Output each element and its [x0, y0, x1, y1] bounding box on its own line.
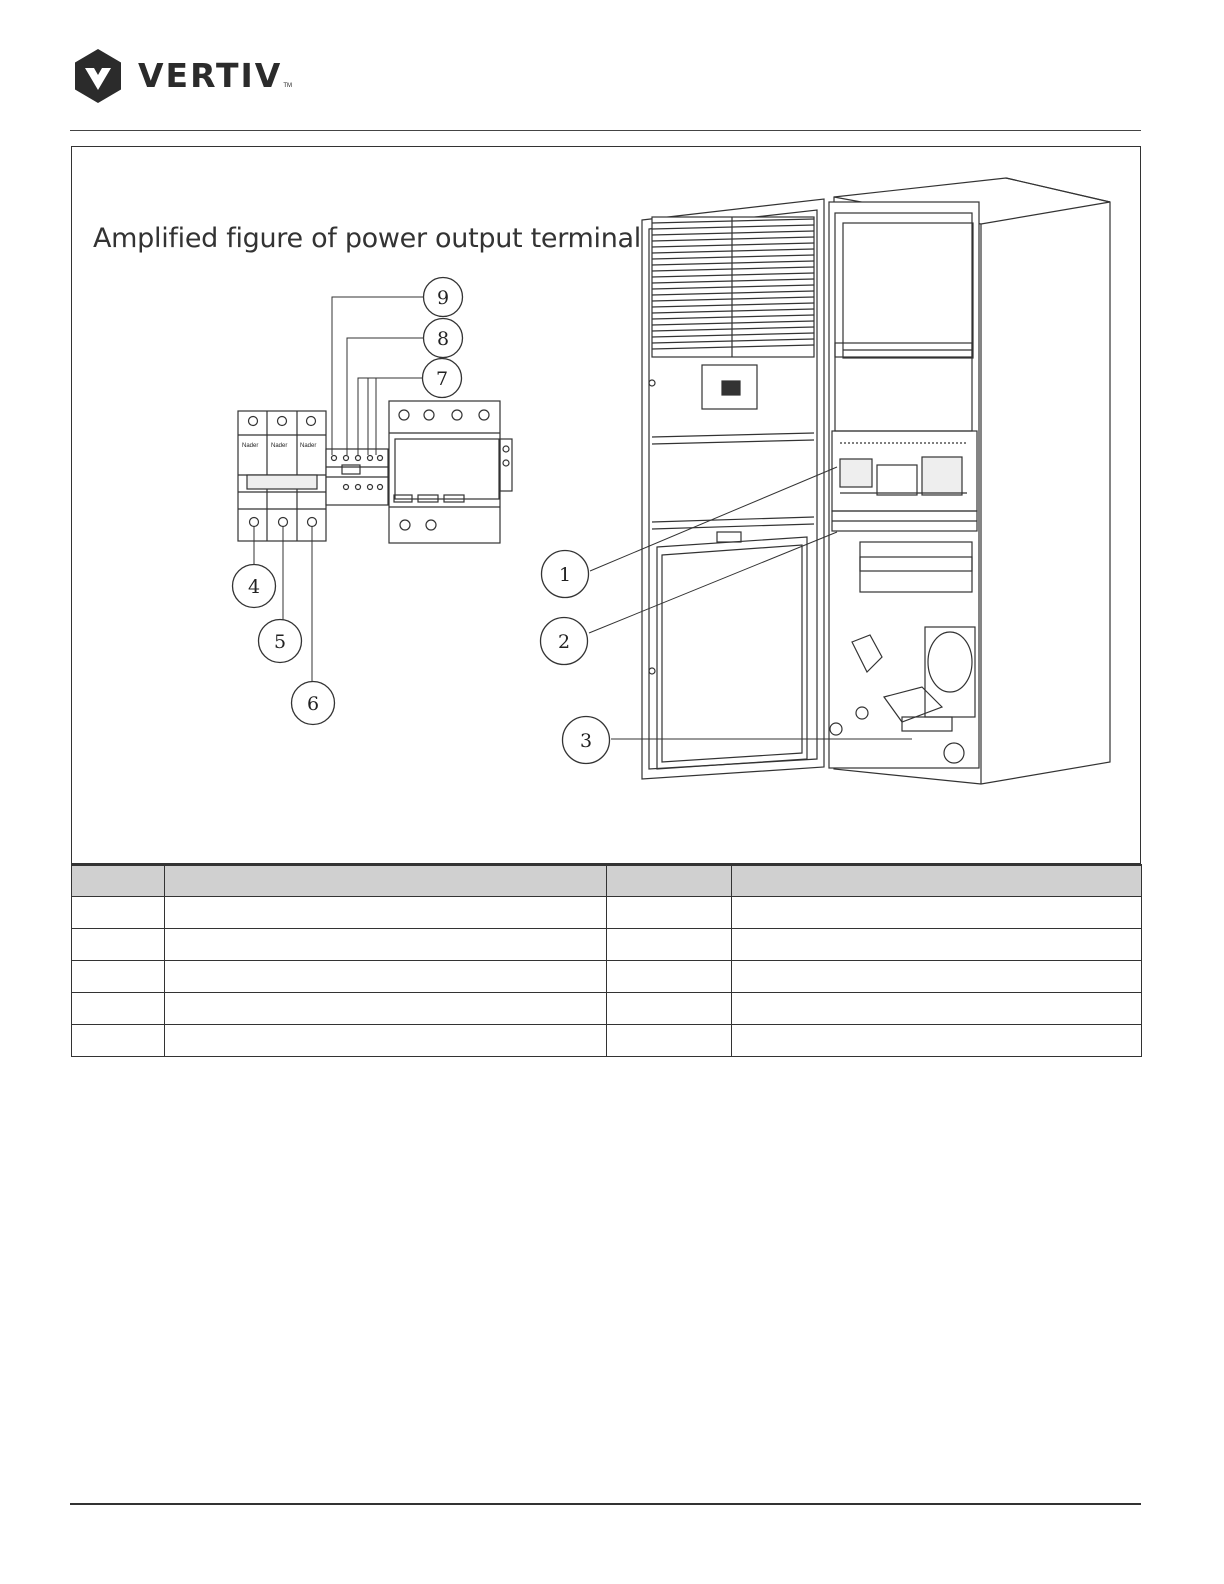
callout-5	[259, 620, 302, 663]
figure-panel	[71, 146, 1141, 864]
svg-text:2: 2	[557, 631, 571, 653]
svg-text:7: 7	[435, 368, 449, 390]
callout-8	[424, 319, 463, 358]
breaker-brand: Nader	[271, 443, 288, 449]
legend-header-cell	[607, 865, 732, 897]
callout-4	[233, 565, 276, 608]
cabinet-illustration	[589, 178, 1110, 784]
table-cell	[607, 1025, 732, 1057]
table-cell	[72, 897, 165, 929]
svg-text:3: 3	[579, 730, 593, 752]
cabinet-door	[642, 199, 824, 779]
table-cell	[607, 929, 732, 961]
unit-diagram	[72, 147, 1141, 864]
callout-6	[292, 682, 335, 725]
legend-table	[71, 864, 1142, 1057]
table-cell	[165, 993, 607, 1025]
table-cell	[732, 961, 1142, 993]
table-cell	[732, 993, 1142, 1025]
table-cell	[72, 929, 165, 961]
terminal-block	[326, 449, 388, 505]
breaker-brand: Nader	[242, 443, 259, 449]
svg-text:4: 4	[247, 576, 261, 598]
brand-name: VERTIV	[138, 55, 283, 95]
callout-2	[541, 618, 588, 665]
header-rule	[70, 130, 1141, 131]
callout-3	[563, 717, 610, 764]
table-row	[72, 961, 1142, 993]
svg-text:5: 5	[273, 631, 287, 653]
table-cell	[732, 929, 1142, 961]
table-cell	[607, 993, 732, 1025]
figure-title: Amplified figure of power output terminal	[93, 223, 641, 254]
callout-9	[424, 278, 463, 317]
legend-header-cell	[165, 865, 607, 897]
svg-text:9: 9	[436, 287, 450, 309]
table-cell	[165, 897, 607, 929]
table-row	[72, 897, 1142, 929]
table-cell	[165, 961, 607, 993]
table-cell	[607, 897, 732, 929]
table-cell	[72, 961, 165, 993]
brand-trademark: TM	[283, 83, 293, 89]
legend-header-cell	[72, 865, 165, 897]
table-cell	[165, 1025, 607, 1057]
contactor	[389, 401, 512, 543]
svg-text:8: 8	[436, 328, 450, 350]
callout-7	[423, 359, 462, 398]
breaker-brand: Nader	[300, 443, 317, 449]
table-row	[72, 993, 1142, 1025]
table-cell	[72, 1025, 165, 1057]
svg-text:6: 6	[306, 693, 320, 715]
table-cell	[607, 961, 732, 993]
vertiv-logo-icon	[70, 48, 126, 104]
table-cell	[732, 897, 1142, 929]
table-row	[72, 1025, 1142, 1057]
circuit-breakers	[238, 411, 326, 541]
legend-header-cell	[732, 865, 1142, 897]
vertiv-logo	[70, 48, 292, 104]
footer-rule	[70, 1503, 1141, 1505]
table-cell	[72, 993, 165, 1025]
table-row	[72, 929, 1142, 961]
svg-text:1: 1	[558, 564, 572, 586]
table-cell	[732, 1025, 1142, 1057]
table-cell	[165, 929, 607, 961]
callout-1	[542, 551, 589, 598]
legend-header-row	[72, 865, 1142, 897]
